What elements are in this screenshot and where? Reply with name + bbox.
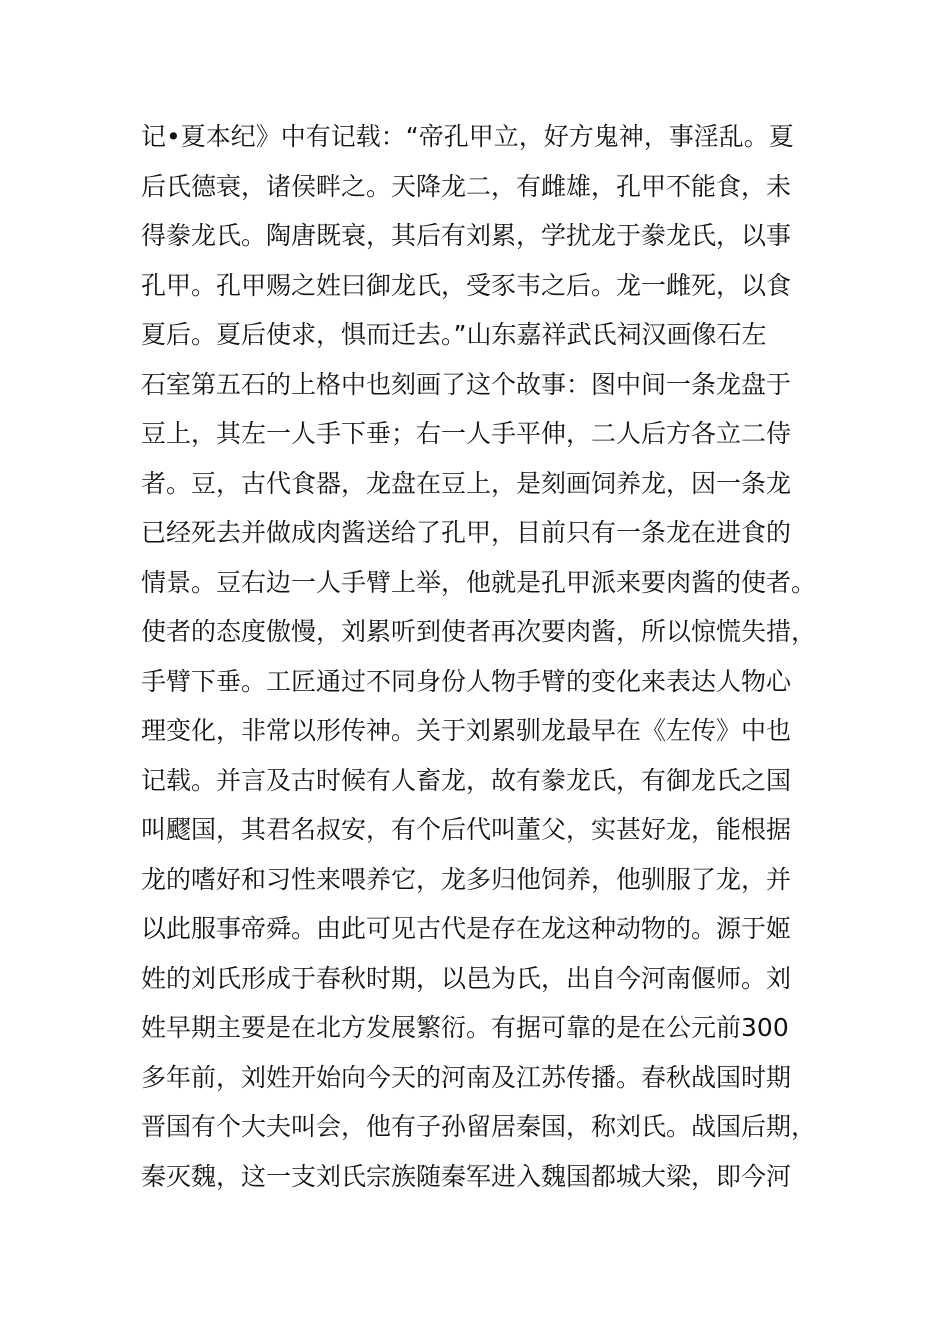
text-line-22: 秦灭魏，这一支刘氏宗族随秦军进入魏国都城大梁，即今河 xyxy=(141,1161,792,1191)
text-line-2: 后氏德衰，诸侯畔之。天降龙二，有雌雄，孔甲不能食，未 xyxy=(141,171,792,201)
text-line-7: 豆上，其左一人手下垂；右一人手平伸，二人后方各立二侍 xyxy=(141,419,792,448)
text-line-5: 夏后。夏后使求，惧而迁去。”山东嘉祥武氏祠汉画像石左 xyxy=(141,320,767,349)
text-line-11: 使者的态度傲慢，刘累听到使者再次要肉酱，所以惊慌失措， xyxy=(141,617,817,646)
text-line-10: 情景。豆右边一人手臂上举，他就是孔甲派来要肉酱的使者。 xyxy=(141,567,817,597)
text-line-16: 龙的嗜好和习性来喂养它，龙多归他饲养，他驯服了龙，并 xyxy=(141,864,792,894)
text-line-13: 理变化，非常以形传神。关于刘累驯龙最早在《左传》中也 xyxy=(141,716,792,745)
text-line-18: 姓的刘氏形成于春秋时期，以邑为氏，出自今河南偃师。刘 xyxy=(141,963,792,993)
text-line-21: 晋国有个大夫叫会，他有子孙留居秦国，称刘氏。战国后期， xyxy=(141,1112,817,1141)
text-line-1: 记•夏本纪》中有记载：“帝孔甲立，好方鬼神，事淫乱。夏 xyxy=(141,122,794,151)
text-line-3: 得豢龙氏。陶唐既衰，其后有刘累，学扰龙于豢龙氏，以事 xyxy=(141,221,792,250)
text-line-9: 已经死去并做成肉酱送给了孔甲，目前只有一条龙在进食的 xyxy=(141,518,792,547)
text-line-20: 多年前，刘姓开始向今天的河南及江苏传播。春秋战国时期 xyxy=(141,1062,792,1092)
text-line-14: 记载。并言及古时候有人畜龙，故有豢龙氏，有御龙氏之国 xyxy=(141,765,792,795)
text-line-6: 石室第五石的上格中也刻画了这个故事：图中间一条龙盘于 xyxy=(141,369,792,399)
text-line-17: 以此服事帝舜。由此可见古代是存在龙这种动物的。源于姬 xyxy=(141,914,792,943)
text-line-8: 者。豆，古代食器，龙盘在豆上，是刻画饲养龙，因一条龙 xyxy=(141,468,792,498)
body-text xyxy=(141,112,831,1201)
text-line-12: 手臂下垂。工匠通过不同身份人物手臂的变化来表达人物心 xyxy=(141,666,792,696)
text-line-15: 叫飂国，其君名叔安，有个后代叫董父，实甚好龙，能根据 xyxy=(141,815,792,844)
text-line-19: 姓早期主要是在北方发展繁衍。有据可靠的是在公元前300 xyxy=(141,1013,789,1042)
text-line-4: 孔甲。孔甲赐之姓曰御龙氏，受豕韦之后。龙一雌死，以食 xyxy=(141,270,792,300)
